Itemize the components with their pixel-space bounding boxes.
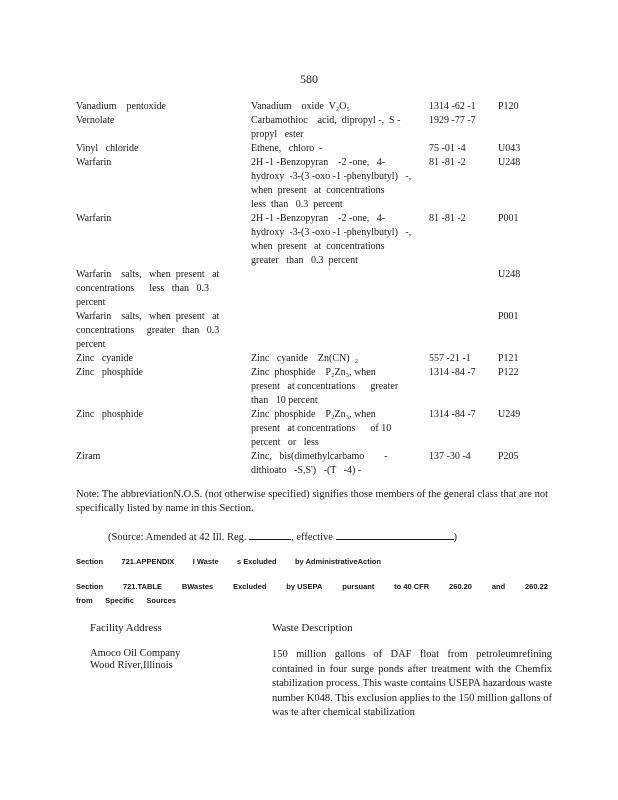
substance-name	[76, 212, 236, 226]
substance-name-line: Zinc phosphide	[76, 367, 143, 378]
cas-number: 137 -30 -4	[429, 451, 471, 462]
heading-word: by AdministrativeAction	[294, 557, 381, 566]
substance-name-line: Vanadium pentoxide	[76, 101, 166, 112]
source-prefix: (Source: Amended at 42 Ill. Reg.	[108, 532, 247, 543]
cas-number: 1314 -84 -7	[429, 409, 476, 420]
chemical-synonym-line: Zinc cyanide Zn(CN) ₂	[251, 353, 359, 364]
waste-description: 150 million gallons of DAF float from petroleumrefining contained in four surge ponds after treatment with the Chemfix stabilization process. This waste contains USEPA hazardous waste number K048. This exclusion applies to the 150 million gallons of was te after chemical stabilization	[272, 649, 552, 718]
substance-name-line: Warfarin	[76, 213, 112, 224]
heading-word: s Excluded	[237, 557, 277, 566]
heading-appendix-line	[76, 555, 381, 569]
substance-name	[76, 268, 236, 310]
chemical-synonym	[251, 408, 421, 450]
chemical-synonym-line: present at concentrations of 10	[251, 423, 392, 434]
chemical-synonym	[251, 100, 421, 114]
substance-name-line: Zinc phosphide	[76, 409, 143, 420]
substance-name-line: percent	[76, 297, 106, 308]
substance-name-line: Ziram	[76, 451, 101, 462]
cas-number: 81 -81 -2	[429, 213, 466, 224]
substance-name-line: percent	[76, 339, 106, 350]
chemical-synonym-line: hydroxy -3-(3 -oxo -1 -phenylbutyl) -,	[251, 171, 412, 182]
register-page-blank	[249, 529, 291, 540]
source-suffix: )	[453, 532, 458, 543]
heading-word: I Waste	[192, 557, 219, 566]
chemical-synonym-line: Ethene, chloro -	[251, 143, 323, 154]
heading-word: Section	[76, 557, 104, 566]
chemical-synonym-line: hydroxy -3-(3 -oxo -1 -phenylbutyl) -,	[251, 227, 412, 238]
hazardous-waste-code: P001	[498, 311, 519, 322]
effective-date-blank	[336, 529, 454, 540]
waste-description-header: Waste Description	[272, 622, 353, 634]
hazardous-waste-code: U248	[498, 269, 521, 280]
hazardous-waste-code: P121	[498, 353, 519, 364]
substance-name-line: Warfarin	[76, 157, 112, 168]
chemical-synonym-line: propyl ester	[251, 129, 304, 140]
page-number: 580	[300, 72, 318, 86]
heading-word: 260.20	[449, 582, 472, 591]
chemical-synonym-line: 2H -1 -Benzopyran -2 -one, 4-	[251, 213, 386, 224]
substance-name	[76, 156, 236, 170]
chemical-synonym-line: than 10 percent	[251, 395, 318, 406]
substance-name	[76, 450, 236, 464]
chemical-synonym-line: less than 0.3 percent	[251, 199, 343, 210]
abbreviation-note: Note: The abbreviationN.O.S. (not otherwise specified) signifies those members of the general class that are not specifically listed by name in this Section.	[76, 489, 548, 514]
heading-word: Section	[76, 582, 104, 591]
heading-table-b-line1	[76, 580, 548, 594]
substance-name-line: Warfarin salts, when present at	[76, 269, 220, 280]
heading-word: and	[491, 582, 506, 591]
hazardous-waste-code: P122	[498, 367, 519, 378]
substance-name	[76, 142, 236, 156]
substance-name-line: concentrations greater than 0.3	[76, 325, 220, 336]
heading-word: 721.TABLE	[122, 582, 162, 591]
cas-number: 1314 -62 -1	[429, 101, 476, 112]
chemical-synonym	[251, 212, 421, 268]
cas-number: 75 -01 -4	[429, 143, 466, 154]
chemical-synonym-line: Vanadium oxide V₂O₅	[251, 101, 350, 112]
facility-line: Wood River,Illinois	[90, 660, 173, 671]
cas-number: 1929 -77 -7	[429, 115, 476, 126]
heading-word: BWastes	[181, 582, 214, 591]
substance-name-line: Vinyl chloride	[76, 143, 139, 154]
chemical-synonym-line: percent or less	[251, 437, 319, 448]
hazardous-waste-code: U043	[498, 143, 521, 154]
substance-name-line: concentrations less than 0.3	[76, 283, 210, 294]
chemical-synonym	[251, 156, 421, 212]
chemical-synonym-line: when present at concentrations	[251, 241, 385, 252]
substance-name	[76, 100, 236, 114]
hazardous-waste-code: P205	[498, 451, 519, 462]
hazardous-waste-code: U249	[498, 409, 521, 420]
facility-address	[90, 648, 180, 672]
facility-line: Amoco Oil Company	[90, 648, 181, 659]
cas-number: 557 -21 -1	[429, 353, 471, 364]
substance-name	[76, 114, 236, 128]
chemical-synonym-line: Zinc phosphide P₂Zn₃, when	[251, 367, 376, 378]
source-citation	[108, 529, 457, 543]
heading-word: pursuant	[342, 582, 375, 591]
hazardous-waste-code: U248	[498, 157, 521, 168]
chemical-synonym	[251, 450, 421, 478]
heading-word: 721.APPENDIX	[121, 557, 175, 566]
chemical-synonym-line: dithioato -S,S') -(T -4) -	[251, 465, 362, 476]
heading-table-b-line2: from Specific Sources	[76, 596, 177, 605]
section-heading-appendix	[76, 555, 548, 569]
chemical-synonym	[251, 352, 421, 366]
chemical-synonym-line: Carbamothioc acid, dipropyl -, S -	[251, 115, 401, 126]
substance-name	[76, 408, 236, 422]
chemical-synonym-line: when present at concentrations	[251, 185, 385, 196]
cas-number: 1314 -84 -7	[429, 367, 476, 378]
hazardous-waste-code: P120	[498, 101, 519, 112]
chemical-synonym	[251, 366, 421, 408]
chemical-synonym-line: Zinc, bis(dimethylcarbamo -	[251, 451, 388, 462]
heading-word: Excluded	[233, 582, 267, 591]
facility-address-header: Facility Address	[90, 622, 162, 634]
heading-word: by USEPA	[286, 582, 323, 591]
heading-word: to 40 CFR	[394, 582, 430, 591]
heading-word: 260.22	[525, 582, 548, 591]
substance-name	[76, 310, 236, 352]
substance-name-line: Zinc cyanide	[76, 353, 133, 364]
section-heading-table-b	[76, 580, 548, 608]
substance-name-line: Warfarin salts, when present at	[76, 311, 220, 322]
chemical-synonym-line: present at concentrations greater	[251, 381, 399, 392]
cas-number: 81 -81 -2	[429, 157, 466, 168]
chemical-synonym-line: Zinc phosphide P₂Zn₃, when	[251, 409, 376, 420]
substance-name	[76, 366, 236, 380]
hazardous-waste-code: P001	[498, 213, 519, 224]
chemical-synonym-line: greater than 0.3 percent	[251, 255, 358, 266]
substance-name	[76, 352, 236, 366]
chemical-synonym	[251, 114, 421, 142]
chemical-synonym	[251, 142, 421, 156]
chemical-synonym-line: 2H -1 -Benzopyran -2 -one, 4-	[251, 157, 386, 168]
source-effective: , effective	[291, 532, 333, 543]
substance-name-line: Vernolate	[76, 115, 115, 126]
